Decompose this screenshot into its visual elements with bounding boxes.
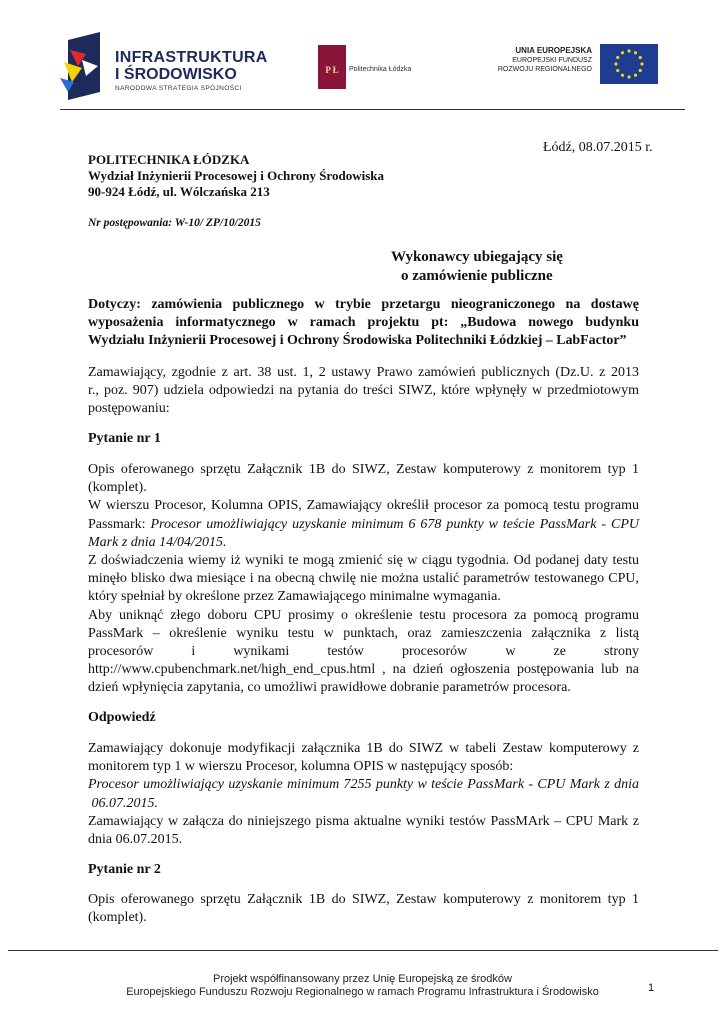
- q1-line-italic: Mark z dnia 14/04/2015.: [88, 534, 227, 550]
- q1-line: PassMark – określenie wyniku testu w punktach, oraz zamieszczenia załącznika z listą: [88, 625, 639, 641]
- eu-flag-icon: [600, 44, 658, 84]
- eu-star-icon: [627, 49, 630, 52]
- question-2-body: [88, 891, 639, 927]
- q1-line: Z doświadczenia wiemy iż wyniki te mogą zmienić się w ciągu tygodnia. Od podanej daty testu: [88, 553, 639, 569]
- eu-star-icon: [621, 51, 624, 54]
- logo-mid-text: Politechnika Łódzka: [349, 66, 412, 73]
- q1-line: procesorów i wynikami testów procesorów w ze strony: [88, 644, 639, 660]
- logo-right-line1: UNIA EUROPEJSKA: [515, 46, 592, 55]
- a1-line-italic: Procesor umożliwiający uzyskanie minimum 7255 punkty w teście PassMark - CPU Mark z dnia: [88, 777, 639, 793]
- eu-star-icon: [634, 51, 637, 54]
- logo-right-line2: EUROPEJSKI FUNDUSZ: [512, 57, 592, 64]
- intro-line: Zamawiający, zgodnie z art. 38 ust. 1, 2 ustawy Prawo zamówień publicznych (Dz.U. z 2013: [88, 365, 639, 380]
- eu-star-icon: [634, 74, 637, 77]
- letter-date: Łódź, 08.07.2015 r.: [543, 140, 653, 155]
- logo-infrastruktura: [60, 32, 275, 102]
- q1-line: Passmark:: [88, 516, 151, 532]
- eu-star-icon: [640, 62, 643, 65]
- q1-line: http://www.cpubenchmark.net/high_end_cpus.html , na dzień ogłoszenia postępowania lub na: [88, 662, 639, 678]
- intro-paragraph: [88, 364, 639, 419]
- question-1-heading: Pytanie nr 1: [88, 431, 161, 446]
- intro-line: postępowaniu:: [88, 401, 170, 417]
- footer-line2: Europejskiego Funduszu Rozwoju Regionalnego w ramach Programu Infrastruktura i Środowisko: [126, 986, 599, 998]
- a1-line-italic: 06.07.2015.: [88, 795, 158, 811]
- a1-line: Zamawiający w załącza do niniejszego pisma aktualne wyniki testów PassMArk – CPU Mark z: [88, 813, 639, 829]
- sender-line1: POLITECHNIKA ŁÓDZKA: [88, 152, 250, 167]
- q2-line: (komplet).: [88, 910, 147, 926]
- eu-star-icon: [616, 69, 619, 72]
- q1-line: W wierszu Procesor, Kolumna OPIS, Zamawiający określił procesor za pomocą testu programu: [88, 498, 639, 514]
- header-divider: [60, 109, 685, 110]
- q1-line: minęło blisko dwa miesiące i na obecną chwilę nie można ustalić parametrów testowanego CPU,: [88, 571, 639, 587]
- case-number: Nr postępowania: W-10/ ZP/10/2015: [88, 217, 261, 229]
- q1-line: Opis oferowanego sprzętu Załącznik 1B do SIWZ, Zestaw komputerowy z monitorem typ 1: [88, 462, 639, 477]
- subject-line: Dotyczy: zamówienia publicznego w trybie przetargu nieograniczonego na dostawę: [88, 297, 639, 312]
- eu-star-icon: [639, 69, 642, 72]
- intro-line: r., poz. 907) udziela odpowiedzi na pytania do treści SIWZ, które wpłynęły w przedmiotowym: [88, 383, 639, 399]
- q1-line: (komplet).: [88, 480, 147, 496]
- logo-left-line3: NARODOWA STRATEGIA SPÓJNOŚCI: [115, 85, 242, 92]
- answer-1-heading: Odpowiedź: [88, 710, 156, 725]
- a1-line: dnia 06.07.2015.: [88, 832, 183, 848]
- subject-line: wyposażenia informatycznego w ramach projektu pt: „Budowa nowego budynku: [88, 315, 639, 331]
- politechnika-crest-icon: P Ł: [318, 45, 346, 89]
- q1-line: Aby uniknąć złego doboru CPU prosimy o określenie testu procesora za pomocą programu: [88, 607, 639, 623]
- footer-line1: Projekt współfinansowany przez Unię Europejską ze środków: [213, 973, 512, 985]
- logo-left-line1: INFRASTRUKTURA: [115, 49, 268, 66]
- eu-star-icon: [621, 74, 624, 77]
- q1-line-italic: Procesor umożliwiający uzyskanie minimum 6 678 punkty w teście PassMark - CPU: [150, 516, 639, 532]
- a1-line: monitorem typ 1 w wierszu Procesor, kolumna OPIS w następujący sposób:: [88, 759, 514, 775]
- recipient-line2: o zamówienie publiczne: [401, 268, 553, 284]
- eu-star-icon: [639, 56, 642, 59]
- q1-line: który spełniał by określone przez Zamawiającego minimalne wymagania.: [88, 589, 501, 605]
- logo-left-line2: I ŚRODOWISKO: [115, 66, 237, 83]
- question-1-body: [88, 461, 639, 698]
- q1-line: dzień wpłynięcia zapytania, co umożliwi prawidłowe dobranie parametrów procesora.: [88, 680, 571, 696]
- logo-right-line3: ROZWOJU REGIONALNEGO: [497, 66, 592, 73]
- subject-paragraph: [88, 296, 639, 351]
- logo-unia-europejska: [490, 42, 660, 86]
- sender-line2: Wydział Inżynierii Procesowej i Ochrony Środowiska: [88, 168, 384, 183]
- logo-politechnika: [318, 45, 428, 90]
- footer-divider: [8, 950, 718, 951]
- answer-1-body: [88, 740, 639, 849]
- sender-line3: 90-924 Łódź, ul. Wólczańska 213: [88, 184, 270, 199]
- question-2-heading: Pytanie nr 2: [88, 862, 161, 877]
- eu-star-icon: [616, 56, 619, 59]
- page-number: 1: [648, 982, 655, 994]
- eu-star-icon: [627, 75, 630, 78]
- a1-line: Zamawiający dokonuje modyfikacji załącznika 1B do SIWZ w tabeli Zestaw komputerowy z: [88, 741, 639, 756]
- recipient-line1: Wykonawcy ubiegający się: [391, 249, 563, 265]
- eu-star-icon: [614, 62, 617, 65]
- q2-line: Opis oferowanego sprzętu Załącznik 1B do SIWZ, Zestaw komputerowy z monitorem typ 1: [88, 892, 639, 907]
- infrastruktura-emblem-icon: [60, 32, 112, 100]
- subject-line: Wydziału Inżynierii Procesowej i Ochrony Środowiska Politechniki Łódzkiej – LabFactor”: [88, 333, 627, 349]
